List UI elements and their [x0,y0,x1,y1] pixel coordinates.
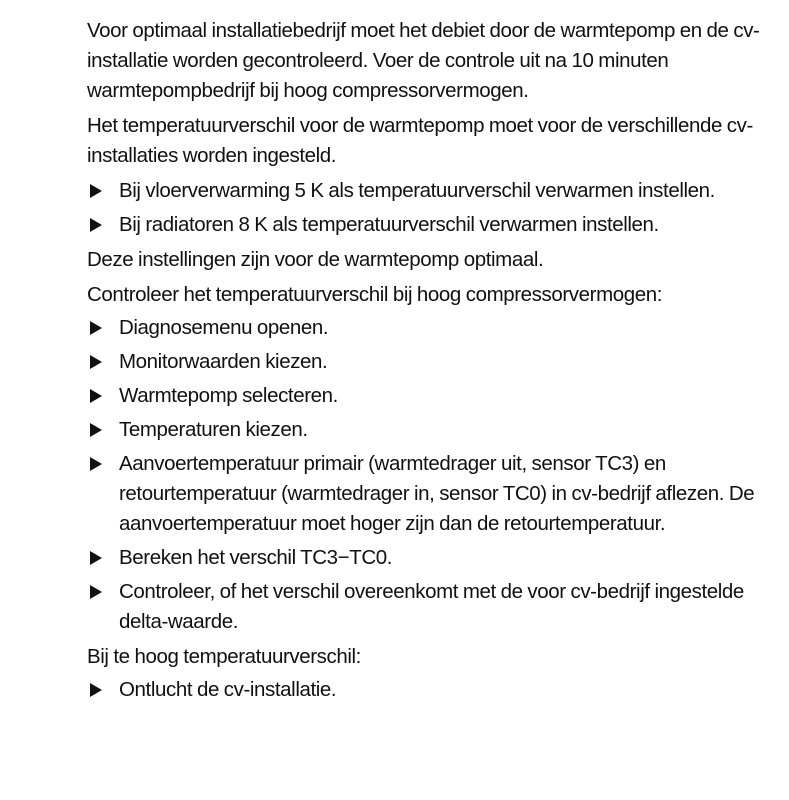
triangle-bullet-icon [90,184,102,198]
list-item-text: Diagnosemenu openen. [119,316,329,339]
list-item-text: Ontlucht de cv-installatie. [119,678,337,701]
list-item [87,381,767,411]
list-item [87,176,767,206]
list-item-text: Monitorwaarden kiezen. [119,350,328,373]
list-item-text: Aanvoertemperatuur primair (warmtedrager uit, sensor TC3) en retourtemperatuur (warmtedrager in, sensor TC0) in cv-bedrijf aflezen. De aanvoertemperatuur moet hoger zijn dan de retourtemperatuur. [119,452,755,535]
list-item [87,577,767,637]
list-item-text: Controleer, of het verschil overeenkomt met de voor cv-bedrijf ingestelde delta-waarde. [119,580,744,633]
list-item-text: Warmtepomp selecteren. [119,384,338,407]
document-body [87,16,767,710]
list-item-text: Bij radiatoren 8 K als temperatuurverschil verwarmen instellen. [119,213,659,236]
triangle-bullet-icon [90,457,102,471]
list-item [87,415,767,445]
triangle-bullet-icon [90,551,102,565]
triangle-bullet-icon [90,355,102,369]
remedy-list [87,675,767,705]
too-high-difference-paragraph: Bij te hoog temperatuurverschil: [87,645,361,668]
list-item-text: Temperaturen kiezen. [119,418,308,441]
check-instruction-paragraph: Controleer het temperatuurverschil bij hoog compressorvermogen: [87,283,663,306]
triangle-bullet-icon [90,389,102,403]
list-item-text: Bereken het verschil TC3−TC0. [119,546,393,569]
list-item [87,675,767,705]
optimal-settings-paragraph: Deze instellingen zijn voor de warmtepomp optimaal. [87,248,544,271]
intro-paragraph: Voor optimaal installatiebedrijf moet het debiet door de warmtepomp en de cv-installatie worden gecontroleerd. Voer de controle uit na 10 minuten warmtepompbedrijf bij hoog compressorvermogen. [87,19,760,102]
triangle-bullet-icon [90,218,102,232]
list-item [87,449,767,539]
list-item-text: Bij vloerverwarming 5 K als temperatuurverschil verwarmen instellen. [119,179,715,202]
triangle-bullet-icon [90,585,102,599]
triangle-bullet-icon [90,683,102,697]
triangle-bullet-icon [90,321,102,335]
list-item [87,543,767,573]
list-item [87,347,767,377]
temperature-difference-paragraph: Het temperatuurverschil voor de warmtepomp moet voor de verschillende cv-installaties worden ingesteld. [87,114,753,167]
heating-type-list [87,176,767,240]
check-steps-list [87,313,767,637]
list-item [87,313,767,343]
triangle-bullet-icon [90,423,102,437]
list-item [87,210,767,240]
